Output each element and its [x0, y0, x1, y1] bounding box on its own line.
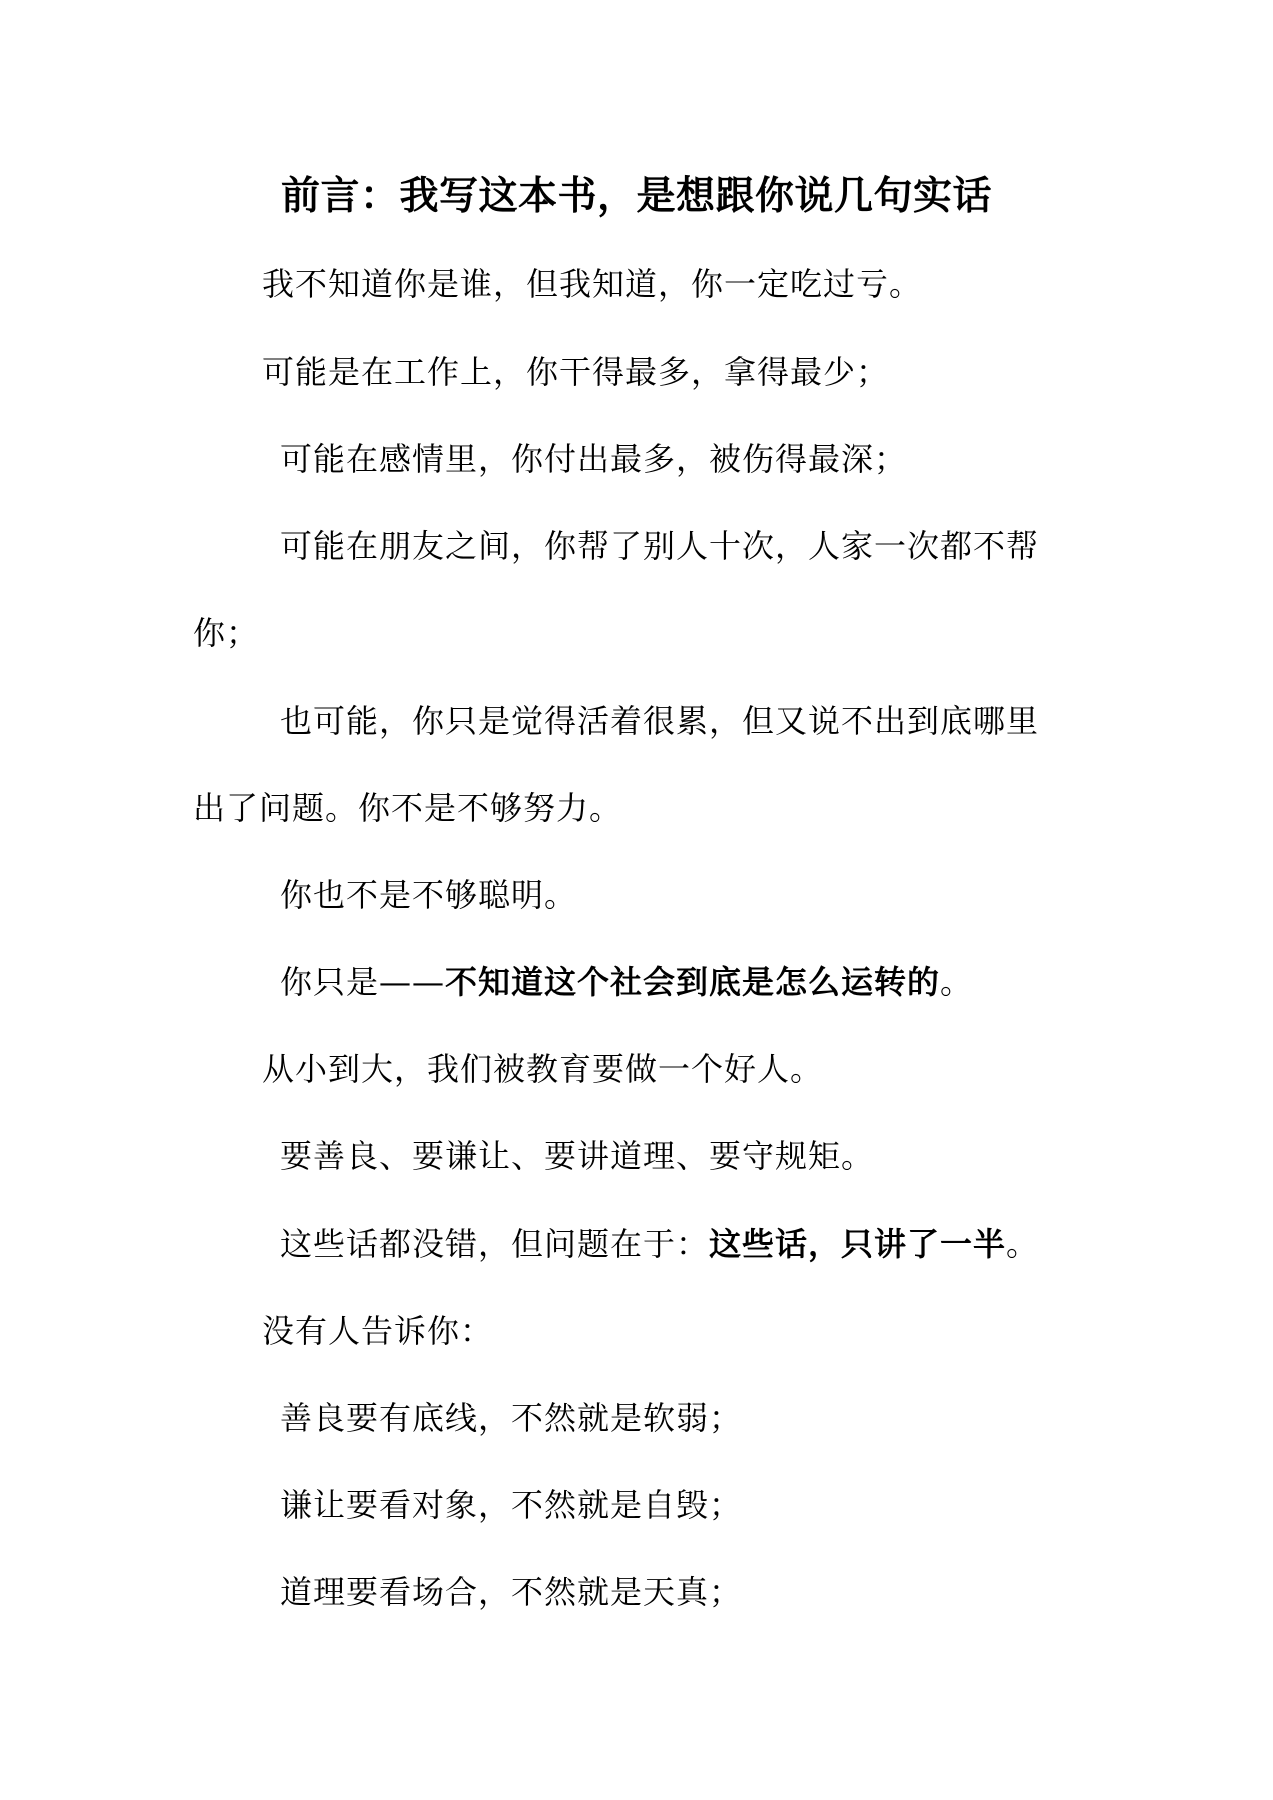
- line-plain-text: 这些话都没错，但问题在于：: [280, 1225, 710, 1263]
- paragraph-line: 也可能，你只是觉得活着很累，但又说不出到底哪里: [280, 702, 1040, 740]
- paragraph-line: 可能是在工作上，你干得最多，拿得最少；: [262, 353, 890, 391]
- paragraph-line: 善良要有底线，不然就是软弱；: [280, 1399, 743, 1437]
- paragraph-line-emphasis: [280, 960, 973, 1004]
- paragraph-line: 从小到大，我们被教育要做一个好人。: [262, 1050, 824, 1088]
- paragraph-line: 出了问题。你不是不够努力。: [193, 789, 623, 827]
- paragraph-line: 你；: [193, 614, 260, 652]
- line-end-punctuation: 。: [1006, 1225, 1040, 1263]
- page-title: 前言：我写这本书，是想跟你说几句实话: [280, 173, 992, 219]
- paragraph-line: 可能在感情里，你付出最多，被伤得最深；: [280, 440, 908, 478]
- paragraph-line: 你也不是不够聪明。: [280, 876, 578, 914]
- paragraph-line: 谦让要看对象，不然就是自毁；: [280, 1486, 743, 1524]
- paragraph-line: 我不知道你是谁，但我知道，你一定吃过亏。: [262, 265, 923, 303]
- paragraph-line-emphasis: [280, 1222, 1039, 1266]
- paragraph-line: 道理要看场合，不然就是天真；: [280, 1573, 743, 1611]
- line-bold-text: 这些话，只讲了一半: [709, 1225, 1007, 1263]
- paragraph-line: 可能在朋友之间，你帮了别人十次，人家一次都不帮: [280, 527, 1040, 565]
- line-end-punctuation: 。: [940, 963, 974, 1001]
- line-plain-text: 你只是——: [280, 963, 446, 1001]
- paragraph-line: 要善良、要谦让、要讲道理、要守规矩。: [280, 1137, 875, 1175]
- paragraph-line: 没有人告诉你：: [262, 1312, 494, 1350]
- line-bold-text: 不知道这个社会到底是怎么运转的: [445, 963, 941, 1001]
